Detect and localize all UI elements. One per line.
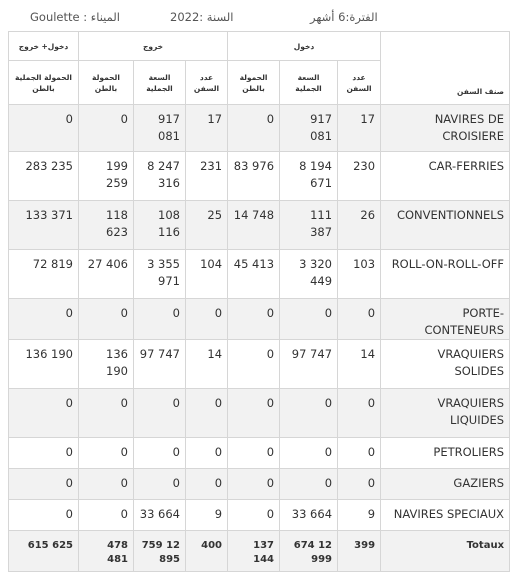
cell-in-ships: 0	[338, 389, 381, 438]
cell-in-gross: 111 387	[280, 201, 338, 250]
cell-out-gross: 0	[134, 438, 186, 469]
cell-in-gross: 8 194 671	[280, 152, 338, 201]
cell-in-ships: 0	[338, 469, 381, 500]
cell-in-load: 45 413	[228, 250, 280, 299]
cell-out-ships: 231	[186, 152, 228, 201]
table-row	[9, 250, 510, 299]
total-in-ships: 399	[338, 531, 381, 572]
cell-total-load: 133 371	[9, 201, 79, 250]
cell-ship-type: VRAQUIERS SOLIDES	[381, 340, 510, 389]
totals-label: Totaux	[381, 531, 510, 572]
total-out-load: 478 481	[79, 531, 134, 572]
cell-total-load: 0	[9, 469, 79, 500]
group-header-out: خروج	[79, 32, 228, 61]
cell-out-gross: 0	[134, 389, 186, 438]
cell-total-load: 0	[9, 500, 79, 531]
cell-ship-type: CONVENTIONNELS	[381, 201, 510, 250]
cell-out-ships: 104	[186, 250, 228, 299]
table-row	[9, 389, 510, 438]
cell-in-load: 0	[228, 340, 280, 389]
cell-out-gross: 3 355 971	[134, 250, 186, 299]
cell-total-load: 136 190	[9, 340, 79, 389]
port-label: Goulette : الميناء	[30, 10, 120, 24]
cell-out-gross: 108 116	[134, 201, 186, 250]
total-in-load: 137 144	[228, 531, 280, 572]
column-header-out-gross: السعة الجملية	[134, 61, 186, 105]
cell-in-ships: 14	[338, 340, 381, 389]
cell-in-ships: 0	[338, 438, 381, 469]
cell-total-load: 283 235	[9, 152, 79, 201]
total-total-load: 615 625	[9, 531, 79, 572]
cell-in-load: 0	[228, 438, 280, 469]
cell-in-gross: 0	[280, 299, 338, 340]
column-header-out-load: الحمولة بالطن	[79, 61, 134, 105]
cell-out-gross: 0	[134, 299, 186, 340]
cell-out-load: 0	[79, 438, 134, 469]
cell-ship-type: GAZIERS	[381, 469, 510, 500]
column-header-in-ships: عدد السفن	[338, 61, 381, 105]
cell-ship-type: PETROLIERS	[381, 438, 510, 469]
cell-ship-type: NAVIRES SPECIAUX	[381, 500, 510, 531]
cell-total-load: 72 819	[9, 250, 79, 299]
cell-out-ships: 14	[186, 340, 228, 389]
column-header-in-gross: السعة الجملية	[280, 61, 338, 105]
cell-in-ships: 9	[338, 500, 381, 531]
cell-out-load: 0	[79, 299, 134, 340]
table-row	[9, 438, 510, 469]
report-meta	[0, 10, 530, 28]
cell-out-gross: 97 747	[134, 340, 186, 389]
cell-in-load: 0	[228, 469, 280, 500]
column-header-in-load: الحمولة بالطن	[228, 61, 280, 105]
cell-total-load: 0	[9, 438, 79, 469]
total-out-gross: 759 12 895	[134, 531, 186, 572]
total-in-gross: 674 12 999	[280, 531, 338, 572]
cell-in-ships: 17	[338, 105, 381, 152]
cell-in-load: 14 748	[228, 201, 280, 250]
column-header-total-load: الحمولة الجملية بالطن	[9, 61, 79, 105]
cell-ship-type: NAVIRES DE CROISIERE	[381, 105, 510, 152]
total-out-ships: 400	[186, 531, 228, 572]
cell-in-gross: 0	[280, 469, 338, 500]
cell-out-load: 0	[79, 500, 134, 531]
cell-in-load: 0	[228, 389, 280, 438]
cell-in-load: 0	[228, 105, 280, 152]
ship-traffic-table	[8, 31, 510, 572]
cell-out-gross: 917 081	[134, 105, 186, 152]
column-header-out-ships: عدد السفن	[186, 61, 228, 105]
cell-out-load: 0	[79, 389, 134, 438]
cell-out-load: 118 623	[79, 201, 134, 250]
cell-in-gross: 33 664	[280, 500, 338, 531]
cell-in-load: 0	[228, 299, 280, 340]
column-header-ship-type: صنف السفن	[381, 32, 510, 105]
cell-out-load: 0	[79, 105, 134, 152]
cell-out-gross: 8 247 316	[134, 152, 186, 201]
cell-total-load: 0	[9, 105, 79, 152]
cell-in-ships: 103	[338, 250, 381, 299]
period-label: الفترة:6 أشهر	[310, 10, 378, 24]
table-row	[9, 152, 510, 201]
group-header-in-out: دخول+ خروج	[9, 32, 79, 61]
cell-out-ships: 17	[186, 105, 228, 152]
table-row	[9, 469, 510, 500]
table-row	[9, 299, 510, 340]
cell-out-load: 0	[79, 469, 134, 500]
cell-ship-type: CAR-FERRIES	[381, 152, 510, 201]
cell-in-load: 0	[228, 500, 280, 531]
cell-in-gross: 97 747	[280, 340, 338, 389]
table-row	[9, 340, 510, 389]
cell-in-ships: 230	[338, 152, 381, 201]
cell-out-ships: 9	[186, 500, 228, 531]
cell-in-load: 83 976	[228, 152, 280, 201]
group-header-in: دخول	[228, 32, 381, 61]
cell-in-gross: 3 320 449	[280, 250, 338, 299]
cell-out-gross: 33 664	[134, 500, 186, 531]
cell-out-ships: 0	[186, 469, 228, 500]
cell-in-ships: 0	[338, 299, 381, 340]
table-row	[9, 500, 510, 531]
cell-out-load: 27 406	[79, 250, 134, 299]
cell-in-gross: 0	[280, 438, 338, 469]
table-row	[9, 201, 510, 250]
cell-in-gross: 0	[280, 389, 338, 438]
cell-total-load: 0	[9, 389, 79, 438]
cell-out-gross: 0	[134, 469, 186, 500]
cell-ship-type: PORTE-CONTENEURS	[381, 299, 510, 340]
year-label: السنة :2022	[170, 10, 234, 24]
cell-ship-type: ROLL-ON-ROLL-OFF	[381, 250, 510, 299]
cell-out-ships: 0	[186, 389, 228, 438]
cell-in-ships: 26	[338, 201, 381, 250]
cell-ship-type: VRAQUIERS LIQUIDES	[381, 389, 510, 438]
cell-out-ships: 0	[186, 299, 228, 340]
cell-in-gross: 917 081	[280, 105, 338, 152]
cell-out-ships: 25	[186, 201, 228, 250]
table-row	[9, 105, 510, 152]
totals-row	[9, 531, 510, 572]
cell-total-load: 0	[9, 299, 79, 340]
cell-out-ships: 0	[186, 438, 228, 469]
cell-out-load: 199 259	[79, 152, 134, 201]
cell-out-load: 136 190	[79, 340, 134, 389]
